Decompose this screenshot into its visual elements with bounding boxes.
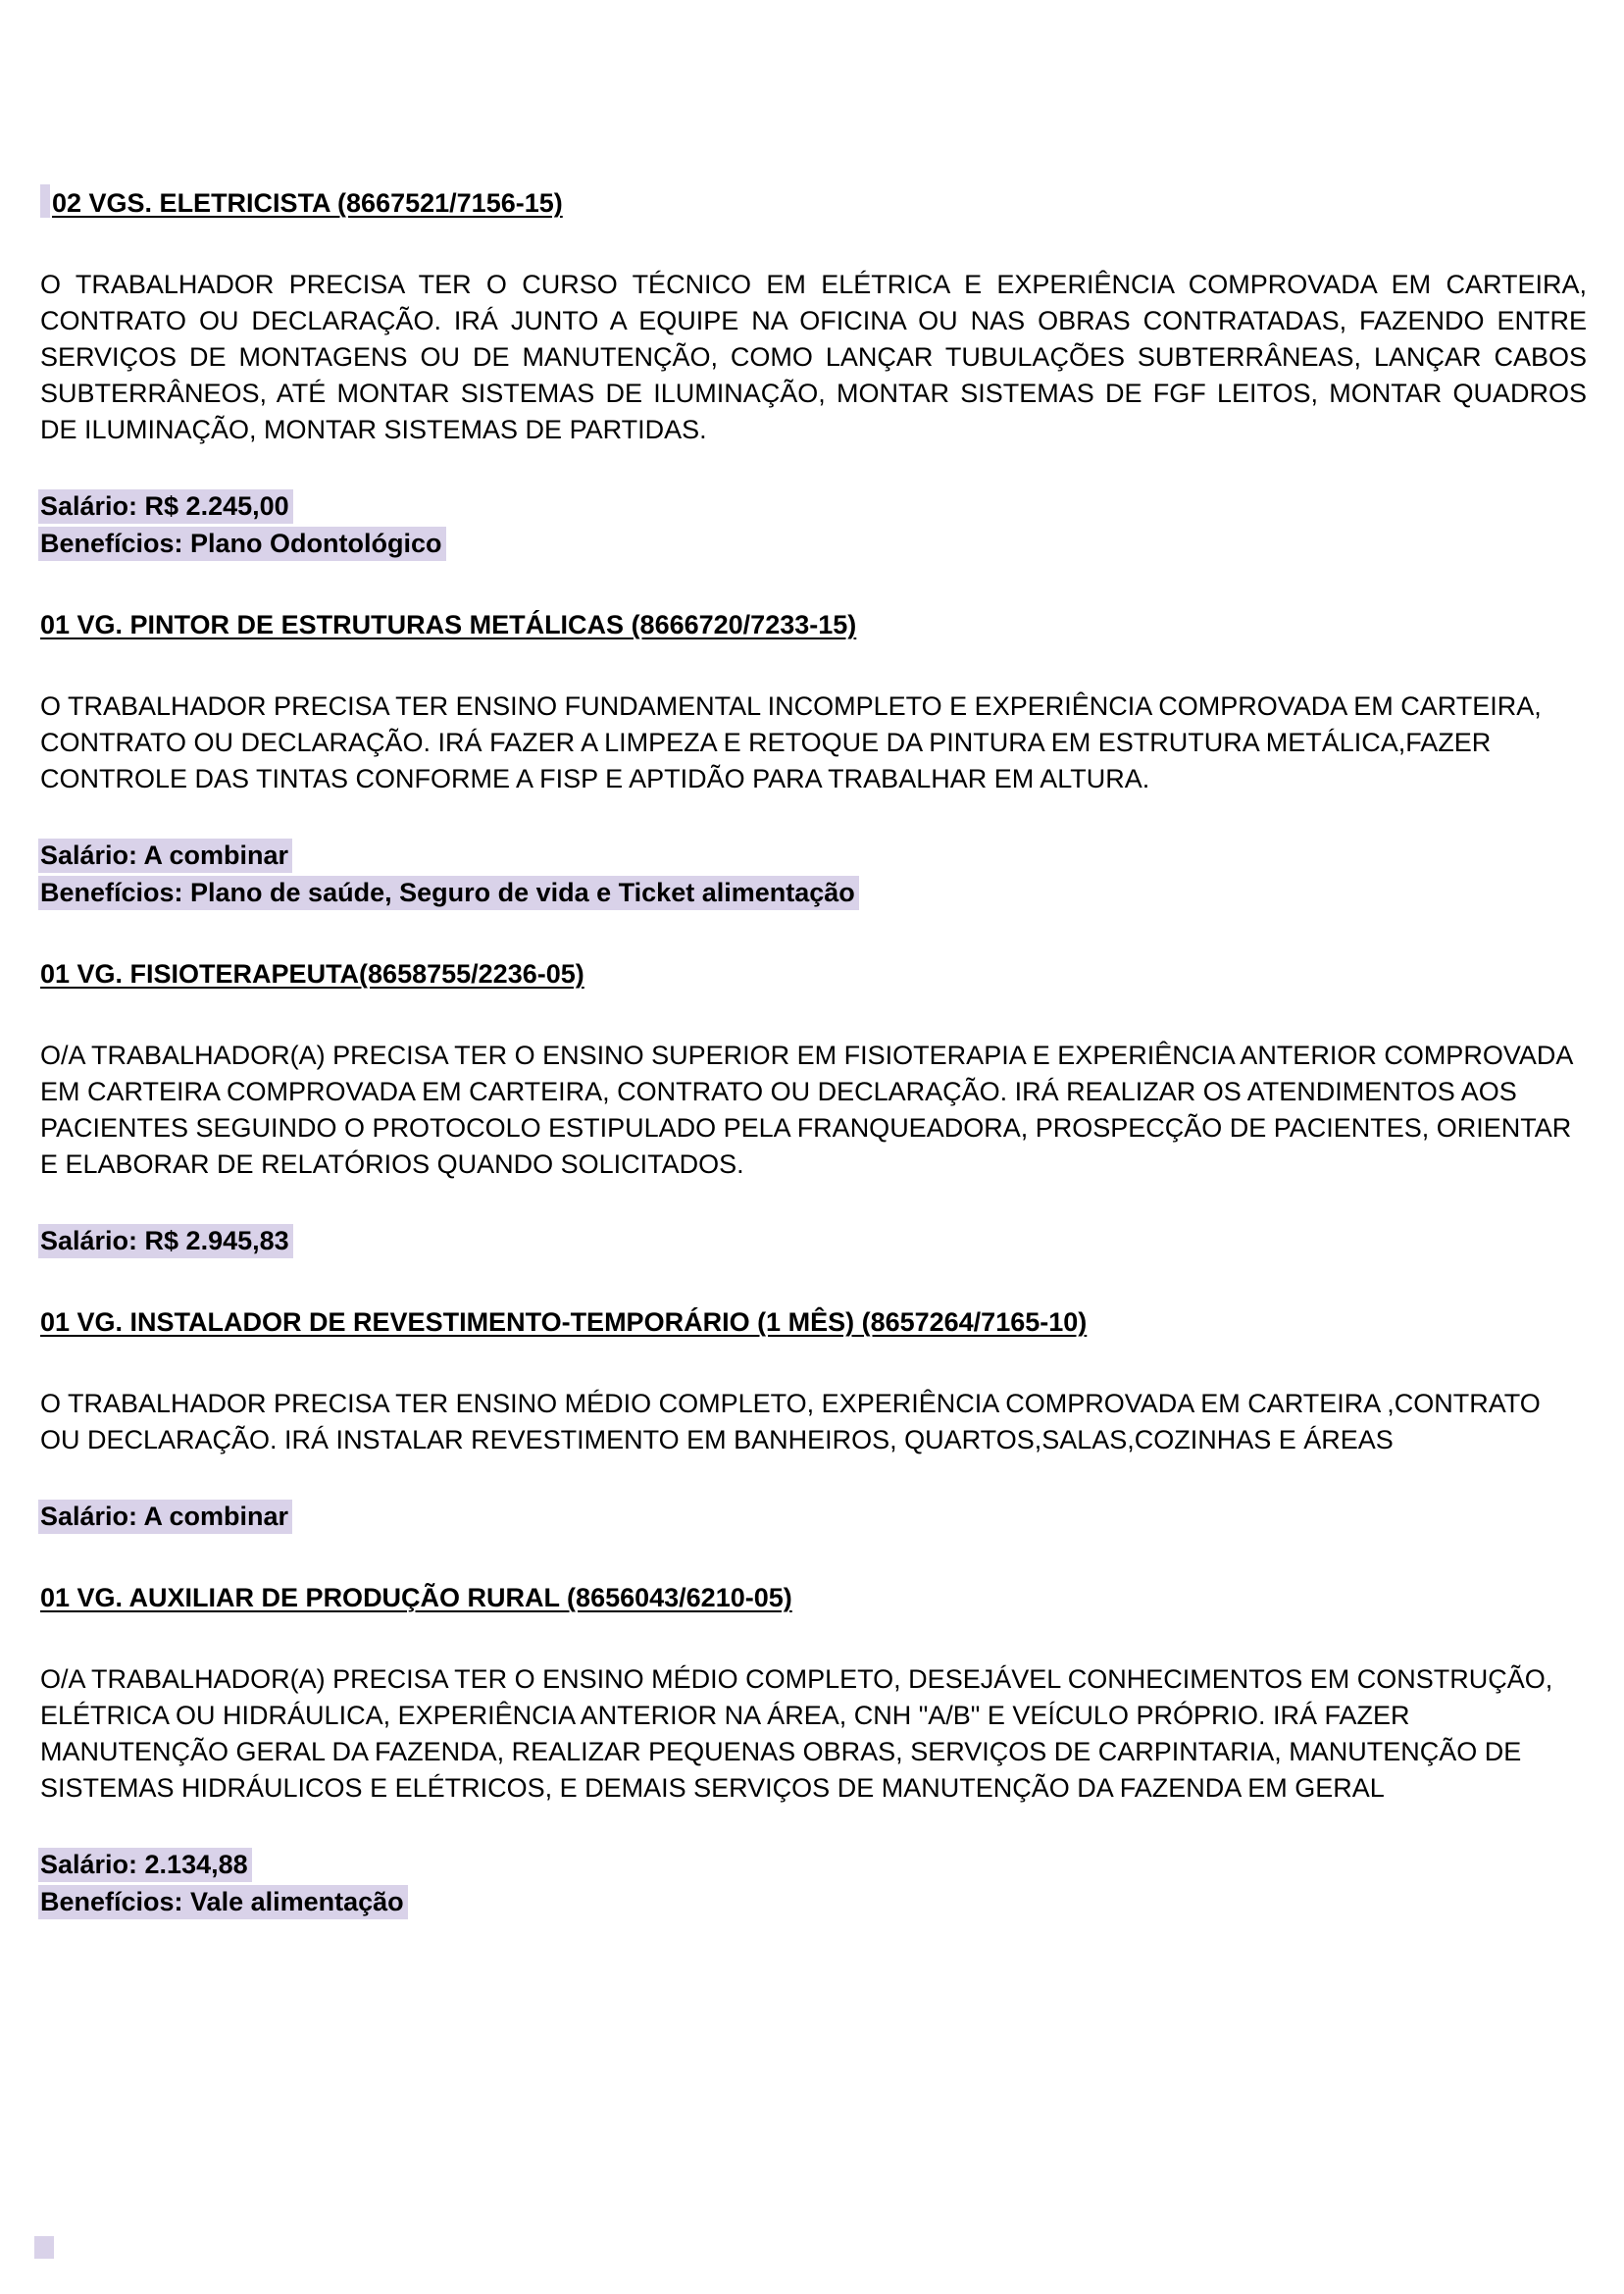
job-description: O TRABALHADOR PRECISA TER O CURSO TÉCNICO EM ELÉTRICA E EXPERIÊNCIA COMPROVADA EM CARTEIRA, CONTRATO OU DECLARAÇÃO. IRÁ JUNTO A EQUIPE NA OFICINA OU NAS OBRAS CONTRATADAS, FAZENDO ENTRE SERVIÇOS DE MONTAGENS OU DE MANUTENÇÃO, COMO LANÇAR TUBULAÇÕES SUBTERRÂNEAS, LANÇAR CABOS SUBTERRÂNEOS, ATÉ MONTAR SISTEMAS DE ILUMINAÇÃO, MONTAR SISTEMAS DE FGF LEITOS, MONTAR QUADROS DE ILUMINAÇÃO, MONTAR SISTEMAS DE PARTIDAS.	[40, 270, 1587, 444]
trailing-highlight-mark	[34, 2236, 54, 2259]
benefits-line	[40, 1883, 1587, 1920]
benefits-text: Benefícios: Plano Odontológico	[38, 527, 446, 561]
job-listing	[40, 184, 1587, 562]
salary-line	[40, 837, 1587, 874]
job-title-text: 01 VG. AUXILIAR DE PRODUÇÃO RURAL (8656043/6210-05)	[40, 1583, 792, 1612]
job-description: O/A TRABALHADOR(A) PRECISA TER O ENSINO MÉDIO COMPLETO, DESEJÁVEL CONHECIMENTOS EM CONSTRUÇÃO, ELÉTRICA OU HIDRÁULICA, EXPERIÊNCIA ANTERIOR NA ÁREA, CNH "A/B" E VEÍCULO PRÓPRIO. IRÁ FAZER MANUTENÇÃO GERAL DA FAZENDA, REALIZAR PEQUENAS OBRAS, SERVIÇOS DE CARPINTARIA, MANUTENÇÃO DE SISTEMAS HIDRÁULICOS E ELÉTRICOS, E DEMAIS SERVIÇOS DE MANUTENÇÃO DA FAZENDA EM GERAL	[40, 1664, 1553, 1803]
benefits-text: Benefícios: Plano de saúde, Seguro de vida e Ticket alimentação	[38, 876, 859, 910]
job-title	[40, 184, 1587, 222]
salary-text: Salário: A combinar	[38, 839, 292, 873]
benefits-text: Benefícios: Vale alimentação	[38, 1885, 408, 1919]
job-title-text: 01 VG. INSTALADOR DE REVESTIMENTO-TEMPORÁRIO (1 MÊS) (8657264/7165-10)	[40, 1307, 1088, 1337]
job-title	[40, 1580, 1587, 1616]
job-title-text: 02 VGS. ELETRICISTA (8667521/7156-15)	[52, 188, 563, 218]
job-listing	[40, 607, 1587, 911]
salary-text: Salário: R$ 2.245,00	[38, 489, 293, 524]
job-title-text: 01 VG. FISIOTERAPEUTA(8658755/2236-05)	[40, 959, 584, 989]
job-description: O TRABALHADOR PRECISA TER ENSINO FUNDAMENTAL INCOMPLETO E EXPERIÊNCIA COMPROVADA EM CARTEIRA, CONTRATO OU DECLARAÇÃO. IRÁ FAZER A LIMPEZA E RETOQUE DA PINTURA EM ESTRUTURA METÁLICA,FAZER CONTROLE DAS TINTAS CONFORME A FISP E APTIDÃO PARA TRABALHAR EM ALTURA.	[40, 691, 1542, 793]
jobs-list	[40, 184, 1587, 1920]
salary-line	[40, 1498, 1587, 1535]
benefits-line	[40, 525, 1587, 562]
highlight-caret-mark	[40, 184, 50, 218]
job-title-text: 01 VG. PINTOR DE ESTRUTURAS METÁLICAS (8666720/7233-15)	[40, 610, 857, 639]
job-listing	[40, 956, 1587, 1259]
job-listing	[40, 1304, 1587, 1535]
salary-text: Salário: 2.134,88	[38, 1848, 252, 1882]
job-description: O/A TRABALHADOR(A) PRECISA TER O ENSINO SUPERIOR EM FISIOTERAPIA E EXPERIÊNCIA ANTERIOR COMPROVADA EM CARTEIRA COMPROVADA EM CARTEIRA, CONTRATO OU DECLARAÇÃO. IRÁ REALIZAR OS ATENDIMENTOS AOS PACIENTES SEGUINDO O PROTOCOLO ESTIPULADO PELA FRANQUEADORA, PROSPECÇÃO DE PACIENTES, ORIENTAR E ELABORAR DE RELATÓRIOS QUANDO SOLICITADOS.	[40, 1041, 1572, 1179]
salary-text: Salário: R$ 2.945,83	[38, 1224, 293, 1258]
job-listing	[40, 1580, 1587, 1920]
benefits-line	[40, 874, 1587, 911]
salary-line	[40, 1846, 1587, 1883]
salary-text: Salário: A combinar	[38, 1500, 292, 1534]
job-title	[40, 1304, 1587, 1341]
salary-line	[40, 1222, 1587, 1259]
job-description: O TRABALHADOR PRECISA TER ENSINO MÉDIO COMPLETO, EXPERIÊNCIA COMPROVADA EM CARTEIRA ,CONTRATO OU DECLARAÇÃO. IRÁ INSTALAR REVESTIMENTO EM BANHEIROS, QUARTOS,SALAS,COZINHAS E ÁREAS	[40, 1389, 1541, 1454]
job-title	[40, 607, 1587, 643]
job-title	[40, 956, 1587, 993]
salary-line	[40, 487, 1587, 525]
